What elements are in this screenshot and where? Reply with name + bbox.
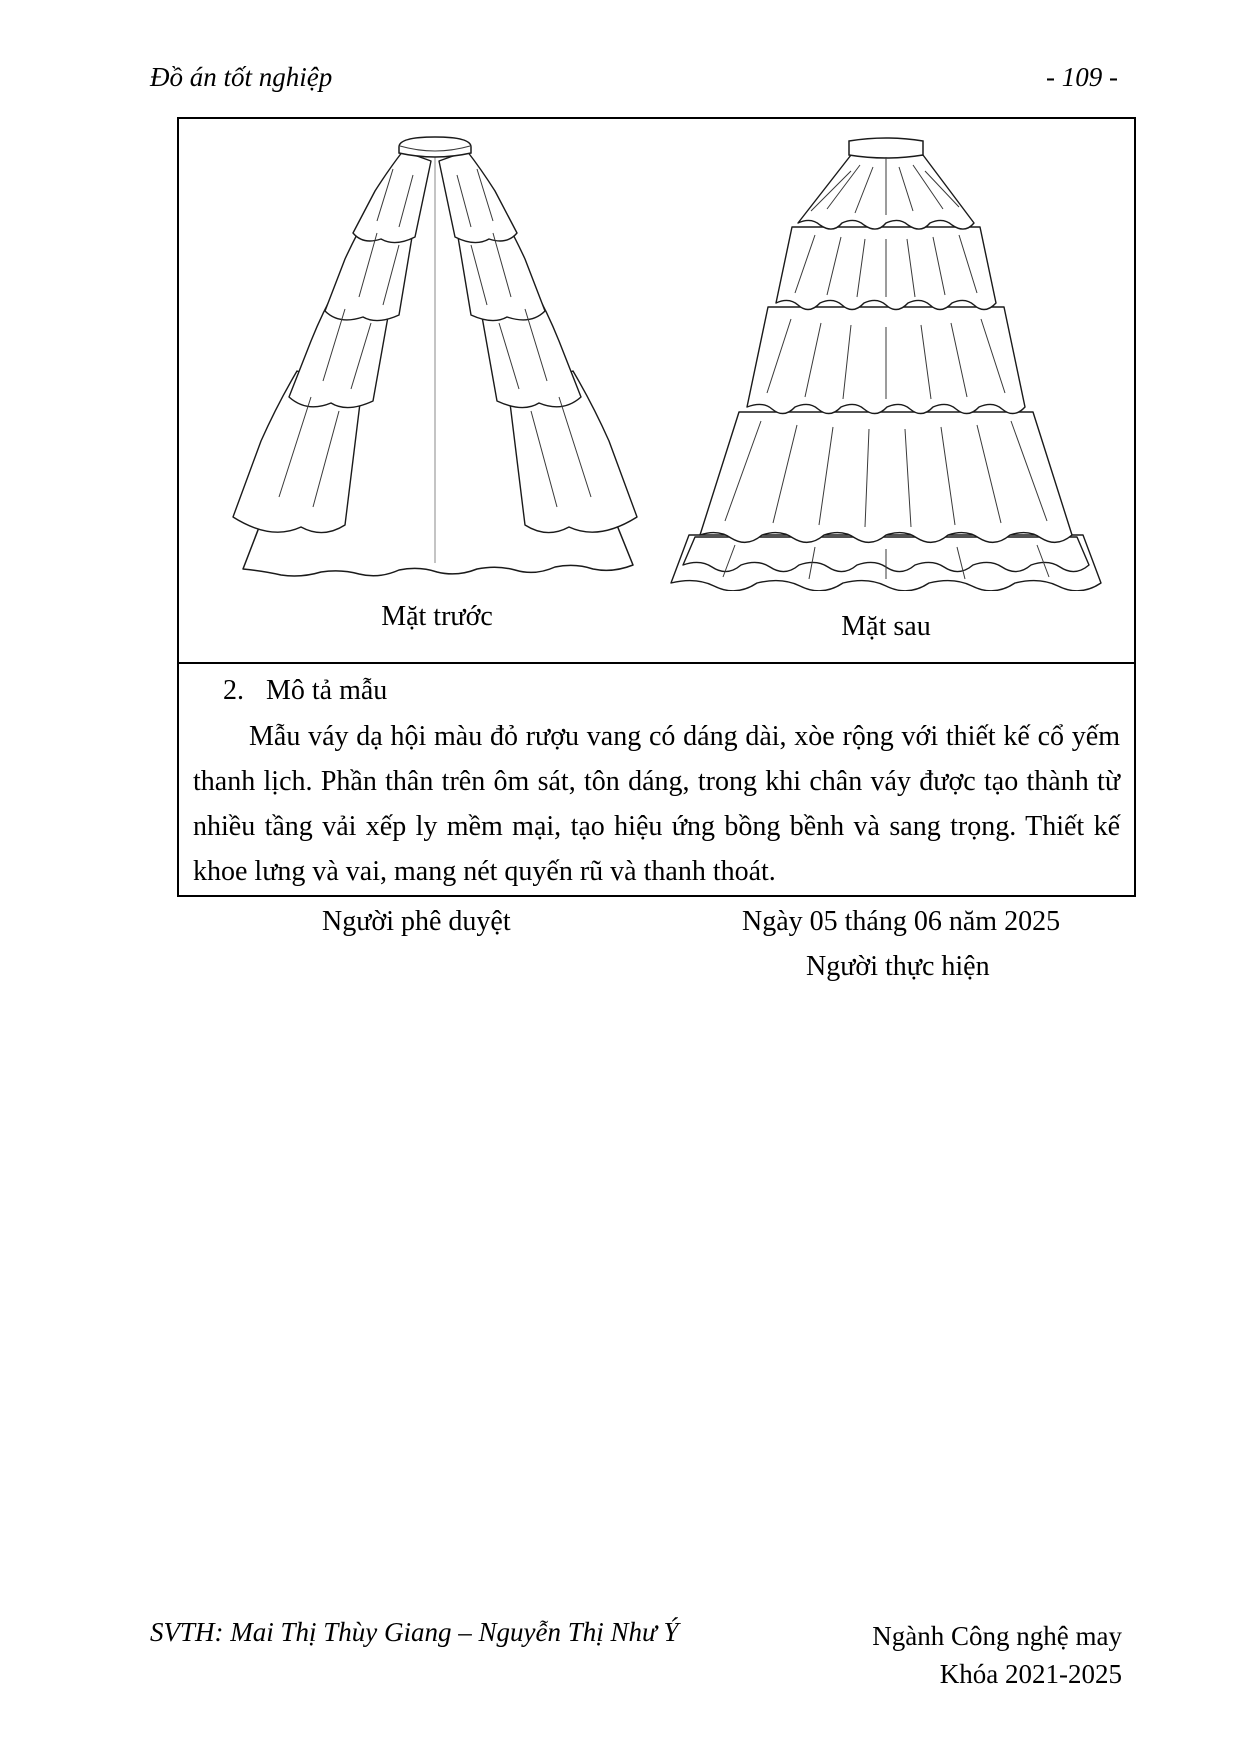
front-view-label: Mặt trước [381, 601, 493, 632]
footer-major: Ngành Công nghệ may [872, 1621, 1122, 1651]
skirt-front-view-drawing [227, 129, 647, 591]
approver-signature-label: Người phê duyệt [322, 906, 511, 937]
header-page-number: - 109 - [1046, 62, 1118, 92]
description-paragraph: Mẫu váy dạ hội màu đỏ rượu vang có dáng dài, xòe rộng với thiết kế cổ yếm thanh lịch. Phần thân trên ôm sát, tôn dáng, trong khi chân váy được tạo thành từ nhiều tầng vải xếp ly mềm mại, tạo hiệu ứng bồng bềnh và sang trọng. Thiết kế khoe lưng và vai, mang nét quyến rũ và thanh thoát. [193, 721, 1120, 887]
footer-right-block [872, 1617, 1122, 1693]
executor-signature-label: Người thực hiện [806, 951, 990, 982]
back-view-label: Mặt sau [841, 611, 931, 642]
description-heading [223, 669, 1122, 713]
description-item-number: 2. [223, 675, 244, 706]
skirt-back-view-drawing [655, 131, 1117, 591]
footer-students: SVTH: Mai Thị Thùy Giang – Nguyễn Thị Như Ý [150, 1617, 679, 1647]
description-section [179, 664, 1134, 895]
header-title: Đồ án tốt nghiệp [150, 62, 333, 92]
footer-cohort: Khóa 2021-2025 [939, 1659, 1122, 1689]
figure-box [177, 117, 1136, 897]
signature-date: Ngày 05 tháng 06 năm 2025 [742, 906, 1061, 937]
figure-area [179, 119, 1134, 664]
description-heading-text: Mô tả mẫu [266, 675, 388, 706]
